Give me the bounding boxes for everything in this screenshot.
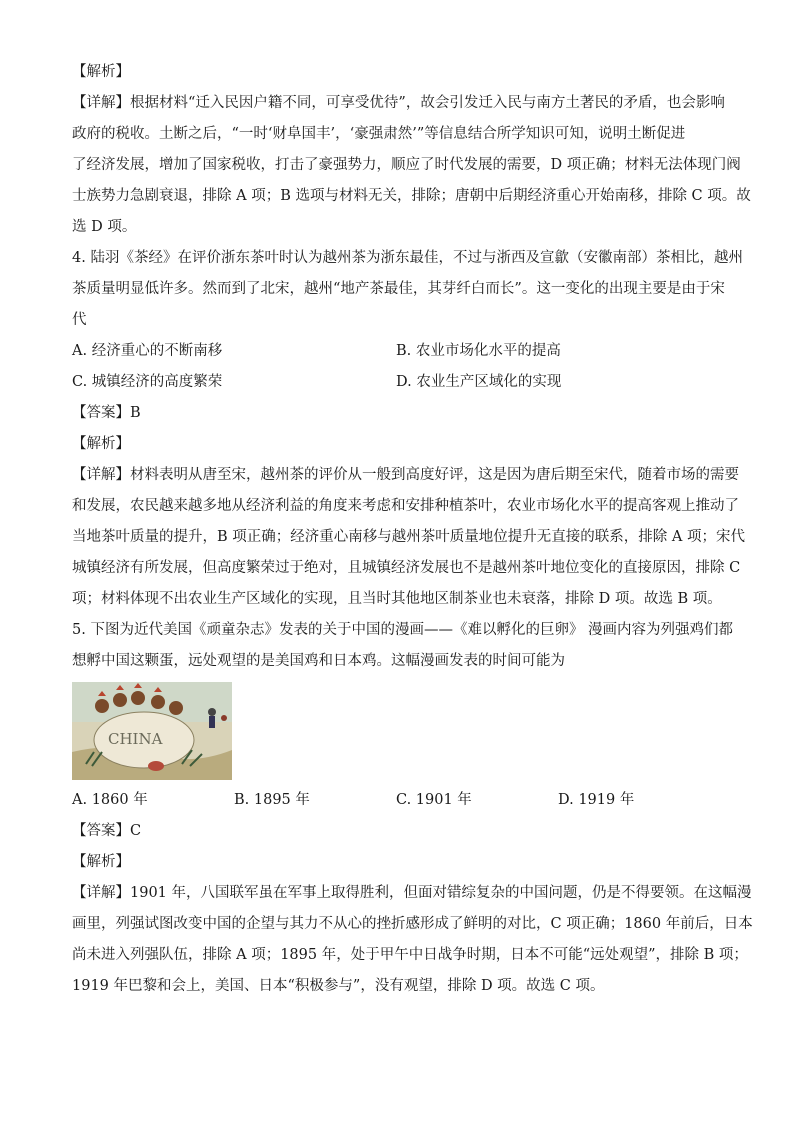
q3-detail-line: 【详解】根据材料“迁入民因户籍不同，可享受优待”，故会引发迁入民与南方土著民的矛盾，也会影响	[72, 95, 725, 111]
q5-detail-line: 画里，列强试图改变中国的企望与其力不从心的挫折感形成了鲜明的对比，C 项正确；1860 年前后，日本	[72, 916, 753, 932]
q5-option-b: B. 1895 年	[234, 792, 310, 808]
q5-option-d: D. 1919 年	[558, 792, 635, 808]
q4-options-row	[72, 372, 732, 392]
q3-analysis-label: 【解析】	[72, 64, 130, 80]
q4-detail-line: 城镇经济有所发展，但高度繁荣过于绝对，且城镇经济发展也不是越州茶叶地位变化的直接原因，排除 C	[72, 560, 741, 576]
q3-detail-line: 士族势力急剧衰退，排除 A 项；B 选项与材料无关，排除；唐朝中后期经济重心开始南移，排除 C 项。故	[72, 188, 751, 204]
q5-options-row	[72, 790, 732, 810]
q4-stem-line: 4. 陆羽《茶经》在评价浙东茶叶时认为越州茶为浙东最佳，不过与浙西及宣歙（安徽南部）茶相比，越州	[72, 250, 743, 266]
q5-detail-line: 尚未进入列强队伍，排除 A 项；1895 年，处于甲午中日战争时期，日本不可能“远处观望”，排除 B 项；	[72, 947, 748, 963]
q5-stem-line: 想孵中国这颗蛋，远处观望的是美国鸡和日本鸡。这幅漫画发表的时间可能为	[72, 653, 565, 669]
q5-answer: 【答案】C	[72, 823, 142, 839]
q4-options-row	[72, 341, 732, 361]
q4-option-b: B. 农业市场化水平的提高	[396, 343, 561, 359]
q4-detail-line: 项；材料体现不出农业生产区域化的实现，且当时其他地区制茶业也未衰落，排除 D 项。故选 B 项。	[72, 591, 722, 607]
document-page	[72, 62, 753, 1007]
q3-detail-line: 政府的税收。土断之后，“一时‘财阜国丰’，‘豪强肃然’”等信息结合所学知识可知，说明土断促进	[72, 126, 686, 142]
q4-detail-line: 【详解】材料表明从唐至宋，越州茶的评价从一般到高度好评，这是因为唐后期至宋代，随着市场的需要	[72, 467, 739, 483]
q3-detail-line: 了经济发展，增加了国家税收，打击了豪强势力，顺应了时代发展的需要，D 项正确；材料无法体现门阀	[72, 157, 741, 173]
cartoon-image	[72, 682, 232, 780]
q4-stem-line: 代	[72, 312, 87, 328]
q5-option-a: A. 1860 年	[72, 792, 148, 808]
q4-option-c: C. 城镇经济的高度繁荣	[72, 374, 223, 390]
q5-detail-line: 【详解】1901 年，八国联军虽在军事上取得胜利，但面对错综复杂的中国问题，仍是不得要领。在这幅漫	[72, 885, 752, 901]
q4-option-a: A. 经济重心的不断南移	[72, 343, 223, 359]
q4-stem-line: 茶质量明显低许多。然而到了北宋，越州“地产茶最佳，其芽纤白而长”。这一变化的出现主要是由于宋	[72, 281, 725, 297]
q5-option-c: C. 1901 年	[396, 792, 472, 808]
q5-detail-line: 1919 年巴黎和会上，美国、日本“积极参与”，没有观望，排除 D 项。故选 C 项。	[72, 978, 605, 994]
q5-analysis-label: 【解析】	[72, 854, 130, 870]
q4-analysis-label: 【解析】	[72, 436, 130, 452]
q5-stem-line: 5. 下图为近代美国《顽童杂志》发表的关于中国的漫画——《难以孵化的巨卵》 漫画内容为列强鸡们都	[72, 622, 734, 638]
q4-detail-line: 和发展，农民越来越多地从经济利益的角度来考虑和安排种植茶叶，农业市场化水平的提高客观上推动了	[72, 498, 739, 514]
cartoon-egg-label: CHINA	[108, 730, 163, 748]
q4-option-d: D. 农业生产区域化的实现	[396, 374, 562, 390]
q4-detail-line: 当地茶叶质量的提升，B 项正确；经济重心南移与越州茶叶质量地位提升无直接的联系，排除 A 项；宋代	[72, 529, 745, 545]
q3-detail-line: 选 D 项。	[72, 219, 137, 235]
q4-answer: 【答案】B	[72, 405, 141, 421]
